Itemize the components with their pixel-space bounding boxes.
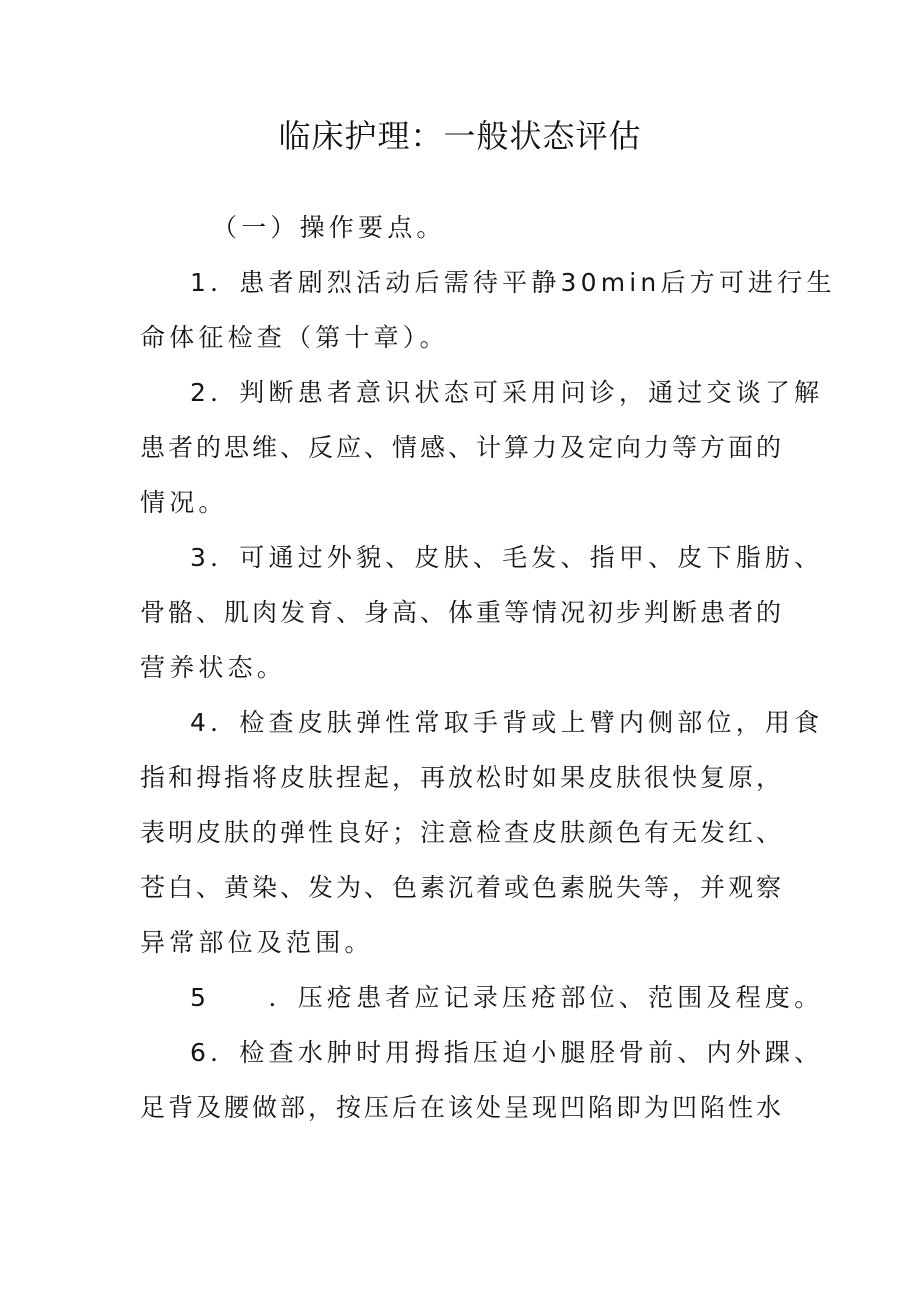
paragraph-line: 营养状态。 <box>140 653 287 682</box>
paragraph-line: 苍白、黄染、发为、色素沉着或色素脱失等，并观察 <box>140 873 785 902</box>
page-title: 临床护理：一般状态评估 <box>278 117 642 155</box>
paragraph-line: 2．判断患者意识状态可采用问诊，通过交谈了解 <box>190 378 824 407</box>
paragraph-line: 5 ．压疮患者应记录压疮部位、范围及程度。 <box>190 983 824 1012</box>
paragraph-line: 情况。 <box>140 488 228 517</box>
paragraph-line: 异常部位及范围。 <box>140 928 374 957</box>
paragraph-line: 患者的思维、反应、情感、计算力及定向力等方面的 <box>140 433 785 462</box>
section-heading: （一）操作要点。 <box>212 213 446 242</box>
paragraph-line: 命体征检查（第十章）。 <box>140 323 449 352</box>
paragraph-line: 指和拇指将皮肤捏起，再放松时如果皮肤很快复原， <box>140 763 785 792</box>
paragraph-line: 4．检查皮肤弹性常取手背或上臂内侧部位，用食 <box>190 708 824 737</box>
paragraph-line: 1．患者剧烈活动后需待平静30min后方可进行生 <box>190 268 836 297</box>
paragraph-line: 表明皮肤的弹性良好；注意检查皮肤颜色有无发红、 <box>140 818 785 847</box>
paragraph-line: 骨骼、肌肉发育、身高、体重等情况初步判断患者的 <box>140 598 785 627</box>
paragraph-line: 足背及腰做部，按压后在该处呈现凹陷即为凹陷性水 <box>140 1093 785 1122</box>
paragraph-line: 6．检查水肿时用拇指压迫小腿胫骨前、内外踝、 <box>190 1038 824 1067</box>
paragraph-line: 3．可通过外貌、皮肤、毛发、指甲、皮下脂肪、 <box>190 543 824 572</box>
